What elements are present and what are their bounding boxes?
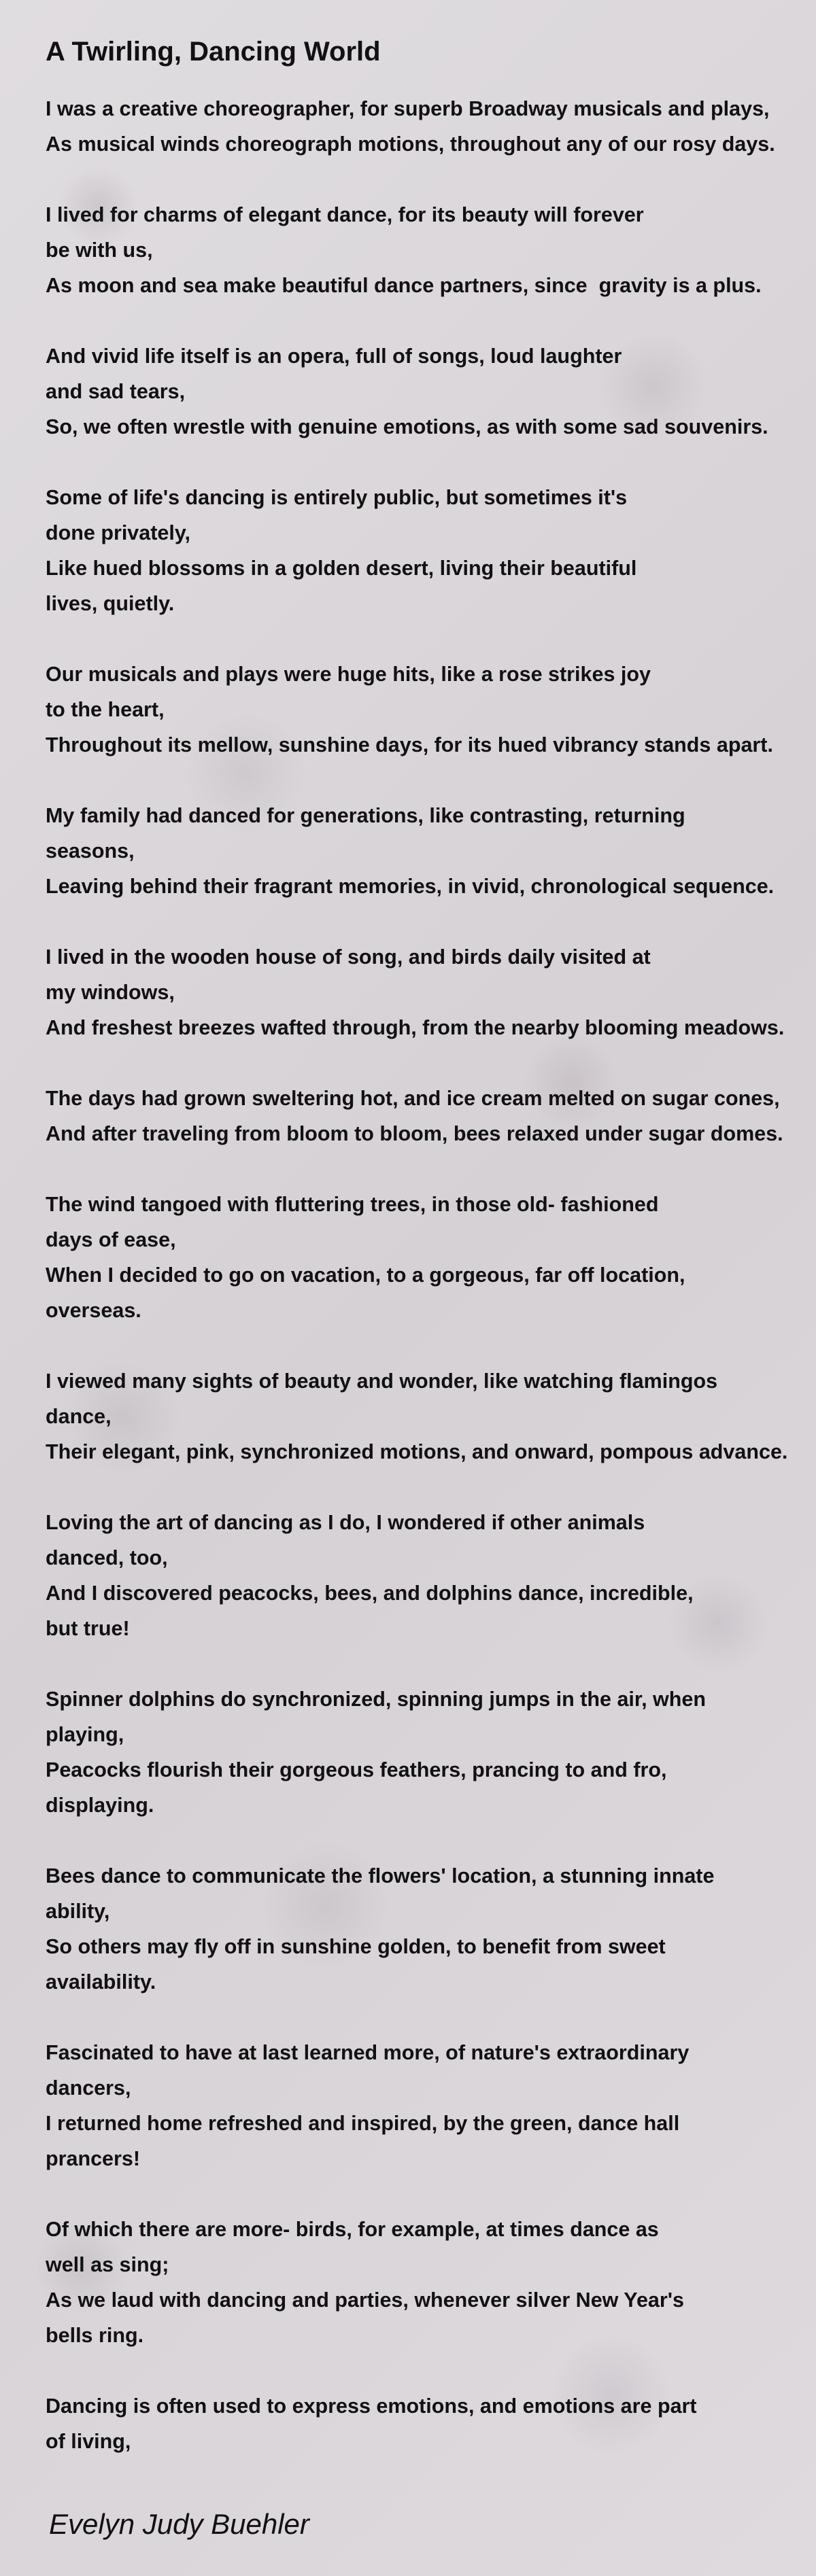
poem-line: but true! <box>46 1617 130 1640</box>
poem-stanza <box>46 197 816 303</box>
poem-line: I was a creative choreographer, for superb Broadway musicals and plays, <box>46 97 770 120</box>
poem-line: The wind tangoed with fluttering trees, in those old- fashioned <box>46 1193 659 1216</box>
poem-stanza <box>46 338 816 445</box>
poem-line: days of ease, <box>46 1228 176 1251</box>
poem-line: and sad tears, <box>46 380 186 403</box>
poem-line: As we laud with dancing and parties, whenever silver New Year's <box>46 2288 684 2312</box>
poem-line: Spinner dolphins do synchronized, spinning jumps in the air, when <box>46 1688 706 1711</box>
poem-line: be with us, <box>46 239 153 262</box>
poem-stanza <box>46 1505 816 1646</box>
poem-line: to the heart, <box>46 698 165 721</box>
poem-line: Our musicals and plays were huge hits, like a rose strikes joy <box>46 663 651 686</box>
poem-line: Some of life's dancing is entirely public, but sometimes it's <box>46 486 628 509</box>
poem-line: When I decided to go on vacation, to a gorgeous, far off location, <box>46 1264 685 1287</box>
poem-line: And I discovered peacocks, bees, and dolphins dance, incredible, <box>46 1582 694 1605</box>
poem-line: Bees dance to communicate the flowers' location, a stunning innate <box>46 1864 715 1887</box>
poem-line: So others may fly off in sunshine golden, to benefit from sweet <box>46 1935 666 1958</box>
poem-line: danced, too, <box>46 1546 168 1569</box>
poem-line: bells ring. <box>46 2324 144 2347</box>
poem-stanza <box>46 2388 816 2459</box>
poem-line: Throughout its mellow, sunshine days, for its hued vibrancy stands apart. <box>46 733 773 756</box>
poem-line: ability, <box>46 1900 110 1923</box>
poem-line: I lived for charms of elegant dance, for its beauty will forever <box>46 203 644 226</box>
poem-stanza <box>46 480 816 621</box>
poem-line: well as sing; <box>46 2253 169 2276</box>
poem-line: of living, <box>46 2430 131 2453</box>
poem-body <box>46 91 816 2459</box>
poem-title: A Twirling, Dancing World <box>46 37 381 67</box>
poem-line: So, we often wrestle with genuine emotions, as with some sad souvenirs. <box>46 415 768 438</box>
poem-line: Like hued blossoms in a golden desert, living their beautiful <box>46 557 637 580</box>
poem-stanza <box>46 2212 816 2353</box>
poem-line: dancers, <box>46 2076 131 2100</box>
poem-line: availability. <box>46 1970 156 1994</box>
poem-line: Their elegant, pink, synchronized motions, and onward, pompous advance. <box>46 1440 788 1463</box>
poem-line: my windows, <box>46 981 175 1004</box>
poem-line: I lived in the wooden house of song, and birds daily visited at <box>46 945 651 969</box>
poem-line: displaying. <box>46 1794 154 1817</box>
poem-stanza <box>46 1682 816 1823</box>
poem-line: As moon and sea make beautiful dance partners, since gravity is a plus. <box>46 274 762 297</box>
poem-line: Peacocks flourish their gorgeous feathers, prancing to and fro, <box>46 1758 667 1781</box>
poem-line: dance, <box>46 1405 112 1428</box>
poem-line: playing, <box>46 1723 124 1746</box>
poem-stanza <box>46 1363 816 1469</box>
poem-author: Evelyn Judy Buehler <box>49 2508 309 2540</box>
poem-line: The days had grown sweltering hot, and ice cream melted on sugar cones, <box>46 1087 780 1110</box>
poem-stanza <box>46 1187 816 1328</box>
poem-line: And freshest breezes wafted through, from the nearby blooming meadows. <box>46 1016 785 1039</box>
poem-stanza <box>46 798 816 904</box>
poem-line: Dancing is often used to express emotions, and emotions are part <box>46 2395 697 2418</box>
poem-stanza <box>46 657 816 763</box>
poem-stanza <box>46 1858 816 2000</box>
poem-stanza <box>46 91 816 162</box>
poem-line: Loving the art of dancing as I do, I wondered if other animals <box>46 1511 645 1534</box>
poem-line: And after traveling from bloom to bloom, bees relaxed under sugar domes. <box>46 1122 783 1145</box>
poem-line: overseas. <box>46 1299 141 1322</box>
poem-line: My family had danced for generations, like contrasting, returning <box>46 804 685 827</box>
poem-line: prancers! <box>46 2147 141 2170</box>
poem-line: Leaving behind their fragrant memories, in vivid, chronological sequence. <box>46 875 775 898</box>
poem-line: As musical winds choreograph motions, throughout any of our rosy days. <box>46 133 775 156</box>
poem-line: done privately, <box>46 521 190 544</box>
poem-line: And vivid life itself is an opera, full of songs, loud laughter <box>46 345 622 368</box>
poem-line: lives, quietly. <box>46 592 175 615</box>
poem-stanza <box>46 2035 816 2176</box>
poem-stanza <box>46 939 816 1045</box>
poem-line: seasons, <box>46 839 135 863</box>
poem-line: Of which there are more- birds, for example, at times dance as <box>46 2218 659 2241</box>
poem-stanza <box>46 1081 816 1151</box>
poem-line: Fascinated to have at last learned more, of nature's extraordinary <box>46 2041 690 2064</box>
poem-line: I viewed many sights of beauty and wonder, like watching flamingos <box>46 1370 718 1393</box>
poem-line: I returned home refreshed and inspired, by the green, dance hall <box>46 2112 680 2135</box>
